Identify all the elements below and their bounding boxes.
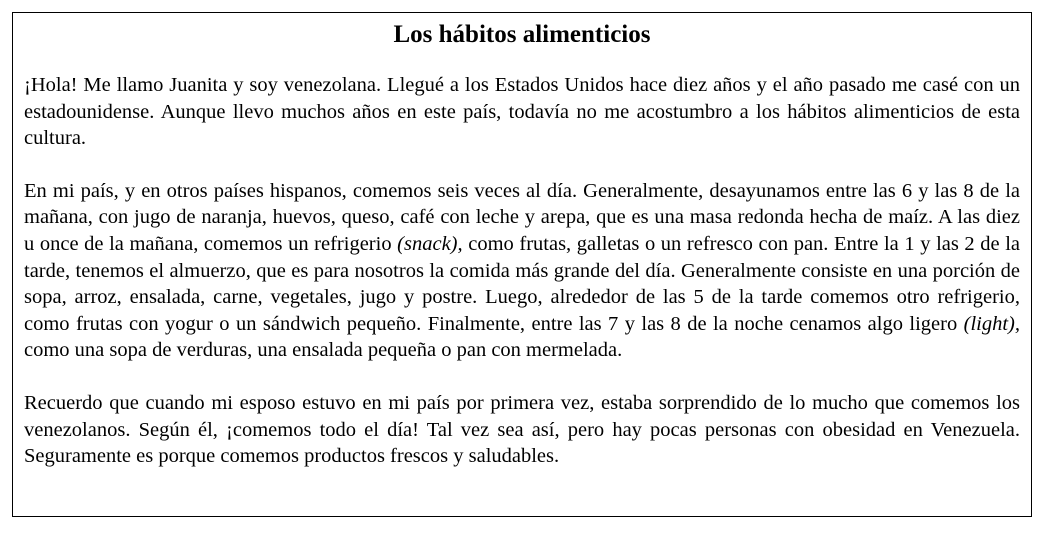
- italic-term-snack: (snack),: [397, 232, 463, 255]
- paragraph-intro: [24, 72, 1020, 152]
- italic-term-light: (light),: [963, 312, 1020, 335]
- document-frame: [12, 12, 1032, 517]
- document-title: Los hábitos alimenticios: [393, 21, 651, 48]
- paragraph-text: En mi país, y en otros países hispanos, comemos seis veces al día. Generalmente, desayunamos entre las 6 y las 8 de la mañana, con jugo de naranja, huevos, queso, café con leche y arepa, que es una masa redonda hecha de maíz. A las diez u once de la mañana, comemos un refrigerio: [24, 179, 1020, 255]
- paragraph-text: como frutas, galletas o un refresco con pan. Entre la 1 y las 2 de la tarde, tenemos el almuerzo, que es para nosotros la comida más grande del día. Generalmente consiste en una porción de sopa, arroz, ensalada, carne, vegetales, jugo y postre. Luego, alrededor de las 5 de la tarde comemos otro refrigerio, como frutas con yogur o un sándwich pequeño. Finalmente, entre las 7 y las 8 de la noche cenamos algo ligero: [24, 232, 1021, 335]
- paragraph-text: ¡Hola! Me llamo Juanita y soy venezolana. Llegué a los Estados Unidos hace diez años y el año pasado me casé con un estadounidense. Aunque llevo muchos años en este país, todavía no me acostumbro a los hábitos alimenticios de esta cultura.: [24, 74, 1020, 150]
- paragraph-meals: [24, 178, 1020, 364]
- paragraph-text: Recuerdo que cuando mi esposo estuvo en mi país por primera vez, estaba sorprendido de lo mucho que comemos los venezolanos. Según él, ¡comemos todo el día! Tal vez sea así, pero hay pocas personas con obesidad en Venezuela. Seguramente es porque comemos productos frescos y saludables.: [24, 391, 1020, 468]
- paragraph-text: como una sopa de verduras, una ensalada pequeña o pan con mermelada.: [24, 339, 623, 362]
- paragraph-conclusion: [24, 390, 1020, 470]
